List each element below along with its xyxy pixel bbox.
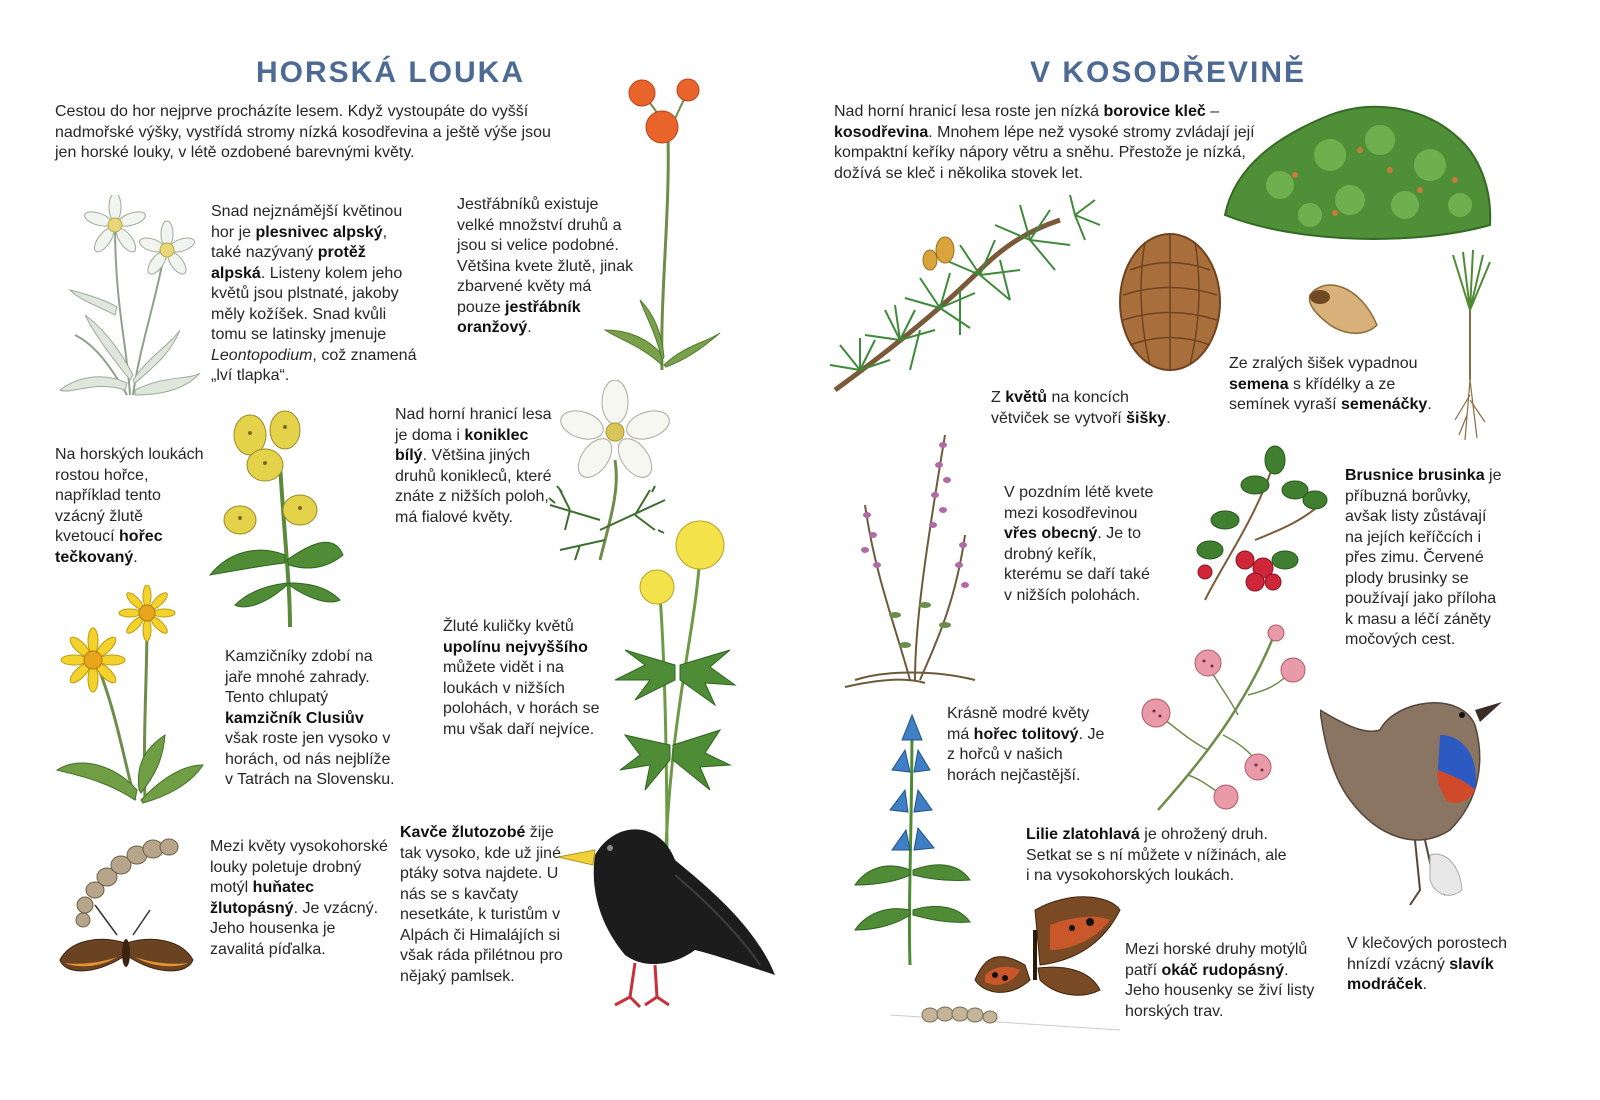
species-name: Lilie zlatohlavá (1026, 826, 1140, 843)
species-name: Kavče žlutozobé (400, 824, 526, 841)
white-pasqueflower-text (395, 405, 555, 528)
text-run: , což znamená „lví tlapka“. (211, 346, 417, 384)
alpine-chough-illustration (555, 815, 780, 1010)
text-run: . (1166, 409, 1171, 427)
text-run: s křídélky a ze semínek vyraší (1229, 375, 1396, 413)
bluethroat-text (1347, 934, 1522, 996)
ringlet-text (1125, 940, 1325, 1022)
text-run: . Mnohem lépe než vysoké stromy zvládají její kompaktní keříky nápory větru a sněhu. Přestože je nízká, dožívá se kleč i několika stovek let. (834, 123, 1255, 182)
text-run: můžete vidět i na loukách v nižších polohách, v horách se mu však daří nejvíce. (443, 659, 600, 738)
text-run: . (1422, 976, 1428, 993)
species-name: koniklec bílý (395, 426, 529, 464)
bluethroat-illustration (1320, 690, 1505, 925)
text-run: Snad nejznámější květinou hor je (211, 203, 403, 241)
species-name: borovice kleč (1103, 103, 1206, 120)
heather-text (1004, 483, 1154, 606)
text-run: . Většina jiných druhů konikleců, které znáte z nižších poloh, má fialové květy. (395, 447, 552, 526)
text-run: . (527, 319, 532, 336)
text-run: Mezi horské druhy motýlů patří (1125, 941, 1308, 979)
left-page-title: HORSKÁ LOUKA (256, 56, 525, 89)
species-name: huňatec žlutopásný (210, 879, 315, 917)
text-run: . Jeho housenky se živí listy horských trav. (1125, 961, 1315, 1020)
text-run: . Listeny kolem jeho květů jsou plstnaté, jakoby měly kožíšek. Snad kvůli tomu se latinsky jmenuje (211, 264, 403, 343)
doronicum-clusii-illustration (55, 585, 205, 810)
text-run: . (133, 548, 138, 566)
text-run: – (1205, 103, 1220, 120)
text-run: Nad horní hranicí lesa roste jen nízká (834, 103, 1104, 120)
moth-text (210, 837, 390, 960)
species-name: semena (1229, 375, 1289, 393)
species-name: Brusnice brusinka (1345, 467, 1485, 484)
text-run: Nad horní hranicí lesa je doma i (395, 406, 552, 444)
pine-cone-illustration (1115, 230, 1225, 375)
heather-illustration (835, 425, 980, 695)
moth-caterpillar-illustration (55, 835, 200, 1010)
latin-name: Leontopodium (211, 346, 313, 364)
right-intro-text (834, 102, 1269, 184)
pine-seed-illustration (1305, 275, 1380, 340)
doronicum-text (225, 647, 400, 791)
species-name: kosodřevina (834, 123, 929, 141)
text-run: . (1427, 396, 1432, 413)
lingonberry-text (1345, 466, 1505, 651)
text-run: Cestou do hor nejprve procházíte lesem. Když vystoupáte do vyšší nadmořské výšky, vystřídá stromy nízká kosodřevina a ještě výše jsou jen horské louky, v létě ozdobené barevnými květy. (55, 103, 551, 161)
seeds-text (1229, 354, 1444, 416)
species-name: jestřábník oranžový (457, 298, 581, 336)
right-page-title: V KOSODŘEVINĚ (1030, 56, 1307, 89)
text-run: na koncích větviček se vytvoří (991, 389, 1129, 427)
willow-gentian-text (947, 704, 1112, 786)
species-name: okáč rudopásný (1161, 961, 1285, 979)
spotted-gentian-illustration (205, 405, 345, 630)
text-run: Kamzičníky zdobí na jaře mnohé zahrady. Tento chlupatý (225, 648, 373, 706)
text-run: je ohrožený druh. Setkat se s ní můžete v nížinách, ale i na vysokohorských loukách. (1026, 826, 1287, 884)
left-intro-text (55, 102, 560, 164)
species-name: hořec tečkovaný (55, 528, 163, 566)
text-run: Mezi květy vysokohorské louky poletuje drobný motýl (210, 838, 388, 896)
lingonberry-illustration (1185, 440, 1335, 605)
text-run: žije tak vysoko, kde už jiné ptáky sotva najdete. U nás se s kavčaty nesetkáte, k turistům v Alpách či Himalájích si však ráda přilétnou pro nějaký pamlsek. (400, 824, 563, 985)
ringlet-butterfly-illustration (890, 890, 1125, 1035)
text-run: Ze zralých šišek vypadnou (1229, 355, 1418, 372)
species-name: šišky (1126, 409, 1167, 427)
text-run: Žluté kuličky květů (443, 618, 574, 635)
alpine-chough-text (400, 823, 575, 987)
species-name: semenáčky (1341, 396, 1428, 413)
text-run: . Je z hořců v našich horách nejčastější. (947, 725, 1105, 784)
text-run: V klečových porostech hnízdí vzácný (1347, 935, 1508, 973)
yellow-gentian-text (55, 445, 205, 568)
martagon-lily-illustration (1128, 615, 1308, 815)
text-run: Krásně modré květy má (947, 705, 1090, 743)
species-name: květů (1005, 389, 1048, 406)
pine-seedling-illustration (1445, 250, 1495, 445)
text-run: Jestřábníků existuje velké množství druhů a jsou si velice podobné. Většina kvete žlutě, jinak zbarvené květy má pouze (457, 196, 634, 316)
species-name: protěž alpská (211, 244, 366, 282)
hawkweed-text (457, 195, 637, 339)
species-name: hořec tolitový (973, 725, 1079, 743)
species-name: kamzičník Clusiův (225, 709, 364, 727)
edelweiss-illustration (55, 195, 205, 405)
text-run: , také nazývaný (211, 223, 388, 261)
text-run: Z (991, 389, 1006, 406)
pine-branch-illustration (830, 190, 1105, 400)
species-name: plesnivec alpský (255, 223, 383, 241)
species-name: slavík modráček (1347, 955, 1494, 993)
text-run: . Je to drobný keřík, kterému se daří také v nižších polohách. (1004, 525, 1150, 604)
text-run: V pozdním létě kvete mezi kosodřevinou (1004, 484, 1154, 522)
cones-text (991, 388, 1191, 429)
globeflower-text (443, 617, 613, 740)
species-name: upolínu nejvyššího (443, 638, 588, 656)
text-run: . Je vzácný. Jeho housenka je zavalitá píďalka. (210, 899, 379, 958)
edelweiss-text (211, 202, 421, 387)
text-run: Na horských loukách rostou hořce, například tento vzácný žlutě kvetoucí (55, 446, 204, 545)
lily-text (1026, 825, 1291, 887)
dwarf-pine-bush-illustration (1220, 95, 1495, 245)
text-run: je příbuzná borůvky, avšak listy zůstávají na jejích keříčcích i přes zimu. Červené plody brusinky se používají jako příloha k masu a léčí záněty močových cest. (1345, 467, 1502, 648)
text-run: však roste jen vysoko v horách, od nás nejblíže v Tatrách na Slovensku. (225, 730, 395, 788)
species-name: vřes obecný (1004, 525, 1098, 542)
